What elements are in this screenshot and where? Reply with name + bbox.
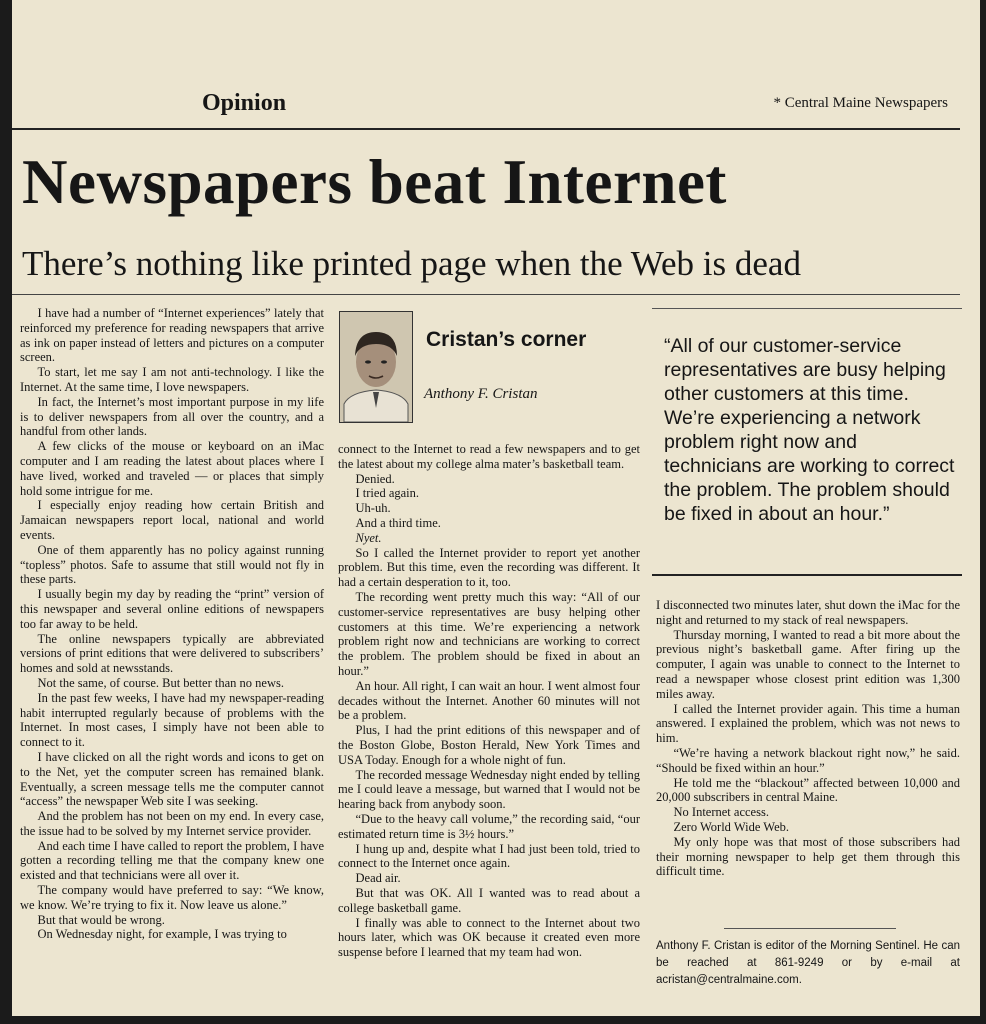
paragraph: But that would be wrong. bbox=[37, 912, 165, 927]
headline: Newspapers beat Internet bbox=[22, 147, 727, 217]
header-rule bbox=[12, 128, 960, 130]
paragraph: I tried again. bbox=[355, 486, 420, 501]
paragraph: I hung up and, despite what I had just been told, tried to connect to the Internet once again. bbox=[338, 841, 640, 871]
paragraph: I especially enjoy reading how certain British and Jamaican newspapers report local, national and world events. bbox=[20, 498, 324, 542]
section-label: Opinion bbox=[202, 90, 287, 116]
byline: Anthony F. Cristan bbox=[424, 386, 538, 402]
paragraph: One of them apparently has no policy against running “topless” photos. Safe to assume that still would not fly in these parts. bbox=[20, 542, 324, 587]
author-photo bbox=[339, 311, 413, 423]
paragraph: Zero World Wide Web. bbox=[673, 819, 790, 834]
paragraph: In the past few weeks, I have had my newspaper-reading habit interrupted regularly because of problems with the Internet. In most cases, I simply have not been able to connect to it. bbox=[20, 690, 324, 750]
deck-rule bbox=[12, 294, 960, 295]
paragraph: I usually begin my day by reading the “print” version of this newspaper and several online editions of newspapers too far away to be held. bbox=[20, 587, 324, 631]
paragraph: And a third time. bbox=[355, 515, 441, 530]
paragraph: My only hope was that most of those subscribers had their morning newspaper to help get them through this difficult time. bbox=[656, 834, 960, 879]
paragraph: Plus, I had the print editions of this newspaper and of the Boston Globe, Boston Herald, New York Times and USA Today. Enough for a whole night of fun. bbox=[338, 723, 640, 767]
paragraph: Uh-uh. bbox=[355, 501, 391, 516]
paragraph: I have clicked on all the right words and icons to get on to the Net, yet the computer screen has remained blank. Eventually, a screen message tells me the computer cannot “access” the newspaper Web site I was seeking. bbox=[20, 749, 324, 809]
paragraph: The recording went pretty much this way: “All of our customer-service representatives are busy helping other customers at this time. We’re experiencing a network problem right now and technicians are working to correct the problem. The problem should be fixed in about an hour.” bbox=[338, 589, 640, 678]
paragraph: Thursday morning, I wanted to read a bit more about the previous night’s basketball game. After firing up the computer, I again was unable to connect to the Internet to read a newspaper whose closest print edition was 1,300 miles away. bbox=[656, 627, 960, 701]
body-column-1 bbox=[20, 306, 324, 942]
pull-quote: “All of our customer-service representatives are busy helping other customers at this time. We’re experiencing a network problem right now and technicians are working to correct the problem. The problem should be fixed in about an hour.” bbox=[664, 335, 955, 525]
paragraph: And the problem has not been on my end. In every case, the issue had to be solved by my Internet service provider. bbox=[20, 809, 324, 838]
paragraph: He told me the “blackout” affected between 10,000 and 20,000 subscribers in central Maine. bbox=[656, 775, 960, 805]
paragraph: A few clicks of the mouse or keyboard on an iMac computer and I am reading the latest about places where I have lived, worked and traveled — or places that simply hold some intrigue for me. bbox=[20, 439, 324, 498]
pull-quote-rule-top bbox=[652, 308, 962, 309]
author-bio: Anthony F. Cristan is editor of the Morning Sentinel. He can be reached at 861-9249 or by e-mail at acristan@centralmaine.com. bbox=[656, 940, 960, 986]
paragraph: connect to the Internet to read a few newspapers and to get the latest about my college alma mater’s basketball team. bbox=[338, 442, 640, 471]
paragraph: I have had a number of “Internet experiences” lately that reinforced my preference for reading newspapers that arrive as ink on paper instead of letters and pictures on a computer screen. bbox=[20, 306, 324, 365]
paragraph: The online newspapers typically are abbreviated versions of print editions that were delivered to subscribers’ homes and sold at newsstands. bbox=[20, 631, 324, 676]
paragraph: No Internet access. bbox=[673, 805, 769, 820]
body-column-3 bbox=[656, 598, 960, 879]
paragraph: Not the same, of course. But better than no news. bbox=[37, 675, 284, 690]
paragraph: I disconnected two minutes later, shut down the iMac for the night and returned to my stack of real newspapers. bbox=[656, 598, 960, 627]
paragraph: “Due to the heavy call volume,” the recording said, “our estimated return time is 3½ hours.” bbox=[338, 811, 640, 841]
paragraph: “We’re having a network blackout right now,” he said. “Should be fixed within an hour.” bbox=[656, 745, 960, 775]
bio-rule bbox=[724, 928, 896, 929]
body-column-2 bbox=[338, 442, 640, 960]
paragraph: So I called the Internet provider to report yet another problem. But this time, even the recording was different. It had a certain desperation to it, too. bbox=[338, 545, 640, 590]
paragraph: But that was OK. All I wanted was to read about a college basketball game. bbox=[338, 885, 640, 915]
subheadline: There’s nothing like printed page when the Web is dead bbox=[22, 244, 801, 283]
paragraph: In fact, the Internet’s most important purpose in my life is to deliver newspapers from all over the country, and a handful from other lands. bbox=[20, 394, 324, 439]
source-credit: * Central Maine Newspapers bbox=[773, 95, 948, 111]
paragraph: The company would have preferred to say: “We know, we know. We’re trying to fix it. Now leave us alone.” bbox=[20, 883, 324, 912]
paragraph: I called the Internet provider again. This time a human answered. I explained the problem, which was not news to him. bbox=[656, 701, 960, 746]
paragraph: Dead air. bbox=[355, 871, 401, 886]
paragraph: To start, let me say I am not anti-technology. I like the Internet. At the same time, I love newspapers. bbox=[20, 365, 324, 394]
pull-quote-rule-bottom bbox=[652, 574, 962, 576]
author-portrait-icon bbox=[340, 312, 412, 422]
paragraph: An hour. All right, I can wait an hour. I went almost four decades without the Internet. Another 60 minutes will not be a problem. bbox=[338, 678, 640, 723]
paragraph: Nyet. bbox=[355, 530, 382, 545]
newspaper-clipping bbox=[12, 0, 980, 1016]
paragraph: The recorded message Wednesday night ended by telling me I could leave a message, but warned that I would not be hearing back from anybody soon. bbox=[338, 767, 640, 812]
column-name: Cristan’s corner bbox=[426, 328, 587, 351]
paragraph: On Wednesday night, for example, I was trying to bbox=[37, 927, 287, 942]
paragraph: Denied. bbox=[355, 471, 395, 486]
paragraph: And each time I have called to report the problem, I have gotten a recording telling me that the company knew one existed and that technicians were all over it. bbox=[20, 838, 324, 883]
paragraph: I finally was able to connect to the Internet about two hours later, which was OK because it created even more suspense before I learned that my team had won. bbox=[338, 915, 640, 960]
